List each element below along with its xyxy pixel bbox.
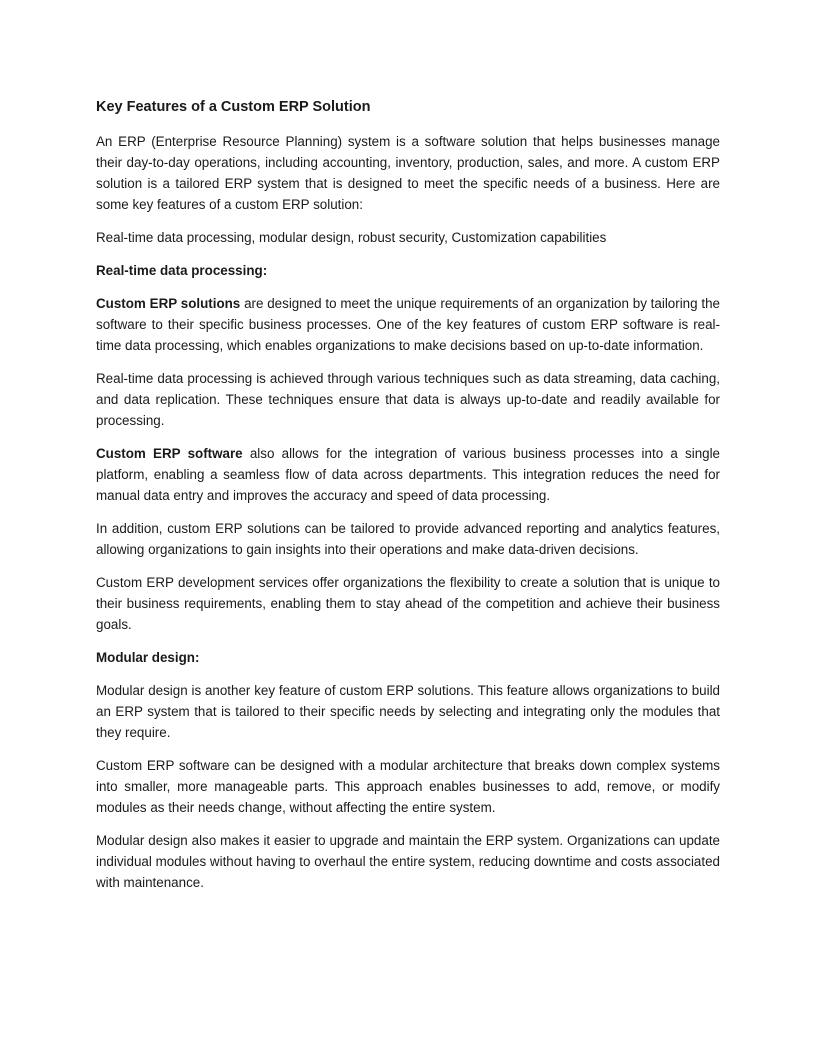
realtime-paragraph-1-bold: Custom ERP solutions [96,296,241,311]
section-heading-modular: Modular design: [96,650,200,665]
realtime-paragraph-3-bold: Custom ERP software [96,446,243,461]
intro-paragraph: An ERP (Enterprise Resource Planning) system is a software solution that helps businesses manage their day-to-day operations, including accounting, inventory, production, sales, and more. A custom ERP solution is a tailored ERP system that is designed to meet the specific needs of a business. Here are some key features of a custom ERP solution: [96,134,720,212]
realtime-paragraph-1-text: are designed to meet the unique requirements of an organization by tailoring the software to their specific business processes. One of the key features of custom ERP software is real-time data processing, which enables organizations to make decisions based on up-to-date information. [96,296,720,353]
realtime-paragraph-3-text: also allows for the integration of various business processes into a single platform, enabling a seamless flow of data across departments. This integration reduces the need for manual data entry and improves the accuracy and speed of data processing. [96,446,721,503]
realtime-paragraph-5: Custom ERP development services offer organizations the flexibility to create a solution that is unique to their business requirements, enabling them to stay ahead of the competition and achieve their business goals. [96,575,720,632]
modular-paragraph-2: Custom ERP software can be designed with a modular architecture that breaks down complex systems into smaller, more manageable parts. This approach enables businesses to add, remove, or modify modules as their needs change, without affecting the entire system. [96,758,720,815]
modular-paragraph-3: Modular design also makes it easier to upgrade and maintain the ERP system. Organizations can update individual modules without having to overhaul the entire system, reducing downtime and costs associated with maintenance. [96,833,720,890]
modular-paragraph-1: Modular design is another key feature of custom ERP solutions. This feature allows organizations to build an ERP system that is tailored to their specific needs by selecting and integrating only the modules that they require. [96,683,720,740]
realtime-paragraph-4: In addition, custom ERP solutions can be tailored to provide advanced reporting and analytics features, allowing organizations to gain insights into their operations and make data-driven decisions. [96,521,720,557]
realtime-paragraph-1 [96,293,720,356]
feature-list-paragraph: Real-time data processing, modular design, robust security, Customization capabilities [96,230,607,245]
document-title: Key Features of a Custom ERP Solution [96,99,371,115]
section-heading-realtime: Real-time data processing: [96,263,268,278]
realtime-paragraph-2: Real-time data processing is achieved through various techniques such as data streaming, data caching, and data replication. These techniques ensure that data is always up-to-date and readily available for processing. [96,371,720,428]
document-page [96,97,720,905]
realtime-paragraph-3 [96,443,720,506]
